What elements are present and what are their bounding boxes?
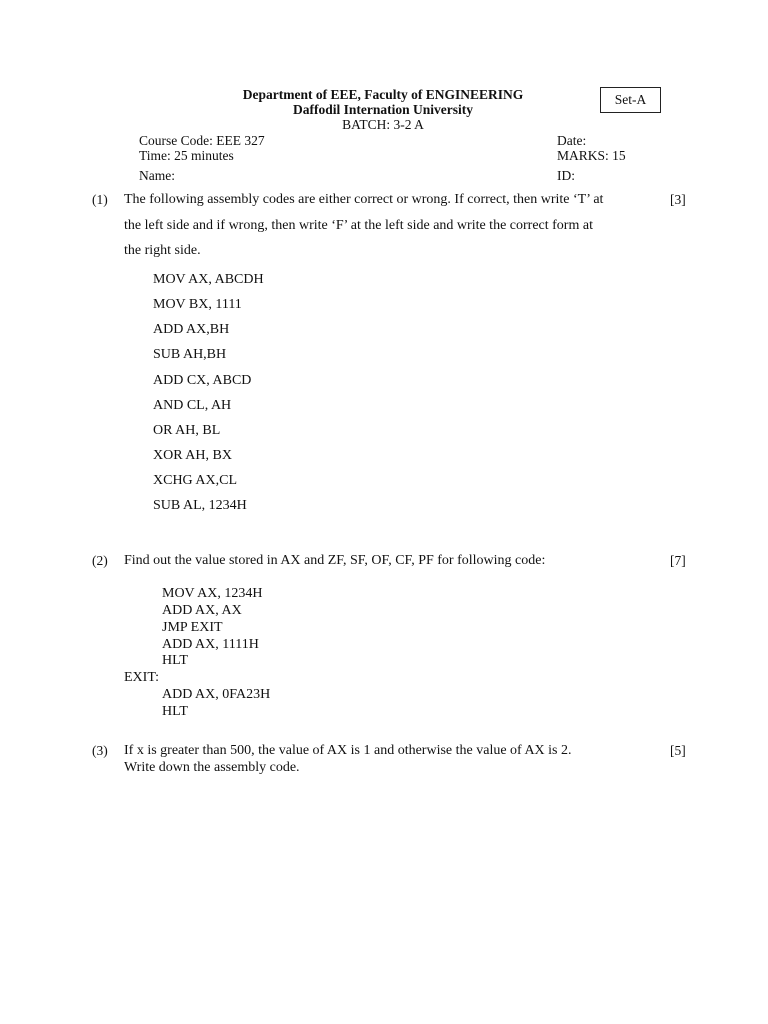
time-limit: Time: 25 minutes <box>139 148 234 163</box>
date-field-label: Date: <box>557 133 587 148</box>
code-line: ADD AX, 1111H <box>162 637 259 652</box>
code-line: MOV AX, 1234H <box>162 586 263 601</box>
question-2-marks: [7] <box>670 553 686 568</box>
name-field-label: Name: <box>139 168 175 183</box>
code-line: HLT <box>162 704 188 719</box>
code-line: XOR AH, BX <box>153 448 232 463</box>
university-name: Daffodil Internation University <box>293 102 473 117</box>
question-3-number: (3) <box>92 743 108 758</box>
question-1-number: (1) <box>92 192 108 207</box>
question-3-line-1: If x is greater than 500, the value of AX is 1 and otherwise the value of AX is 2. <box>124 743 572 758</box>
question-2-number: (2) <box>92 553 108 568</box>
code-line: ADD CX, ABCD <box>153 373 252 388</box>
code-line: AND CL, AH <box>153 398 232 413</box>
code-line: SUB AH,BH <box>153 347 227 362</box>
set-badge: Set-A <box>600 87 661 113</box>
question-1-line-3: the right side. <box>124 243 201 258</box>
code-line: OR AH, BL <box>153 423 221 438</box>
code-line: SUB AL, 1234H <box>153 498 247 513</box>
code-label: EXIT: <box>124 670 160 685</box>
code-line: XCHG AX,CL <box>153 473 238 488</box>
course-code: Course Code: EEE 327 <box>139 133 265 148</box>
question-1-marks: [3] <box>670 192 686 207</box>
department-title: Department of EEE, Faculty of ENGINEERING <box>242 87 524 102</box>
question-3-marks: [5] <box>670 743 686 758</box>
question-1-line-2: the left side and if wrong, then write ‘F’ at the left side and write the correct form at <box>124 218 593 233</box>
question-3-line-2: Write down the assembly code. <box>124 760 300 775</box>
id-field-label: ID: <box>557 168 575 183</box>
question-2-line-1: Find out the value stored in AX and ZF, SF, OF, CF, PF for following code: <box>124 553 546 568</box>
code-line: MOV BX, 1111 <box>153 297 242 312</box>
code-line: ADD AX, AX <box>162 603 242 618</box>
code-line: ADD AX, 0FA23H <box>162 687 271 702</box>
marks-total: MARKS: 15 <box>557 148 626 163</box>
question-1-line-1: The following assembly codes are either correct or wrong. If correct, then write ‘T’ at <box>124 192 604 207</box>
code-line: JMP EXIT <box>162 620 223 635</box>
code-line: MOV AX, ABCDH <box>153 272 264 287</box>
code-line: HLT <box>162 653 188 668</box>
code-line: ADD AX,BH <box>153 322 230 337</box>
batch-label: BATCH: 3-2 A <box>342 117 424 132</box>
